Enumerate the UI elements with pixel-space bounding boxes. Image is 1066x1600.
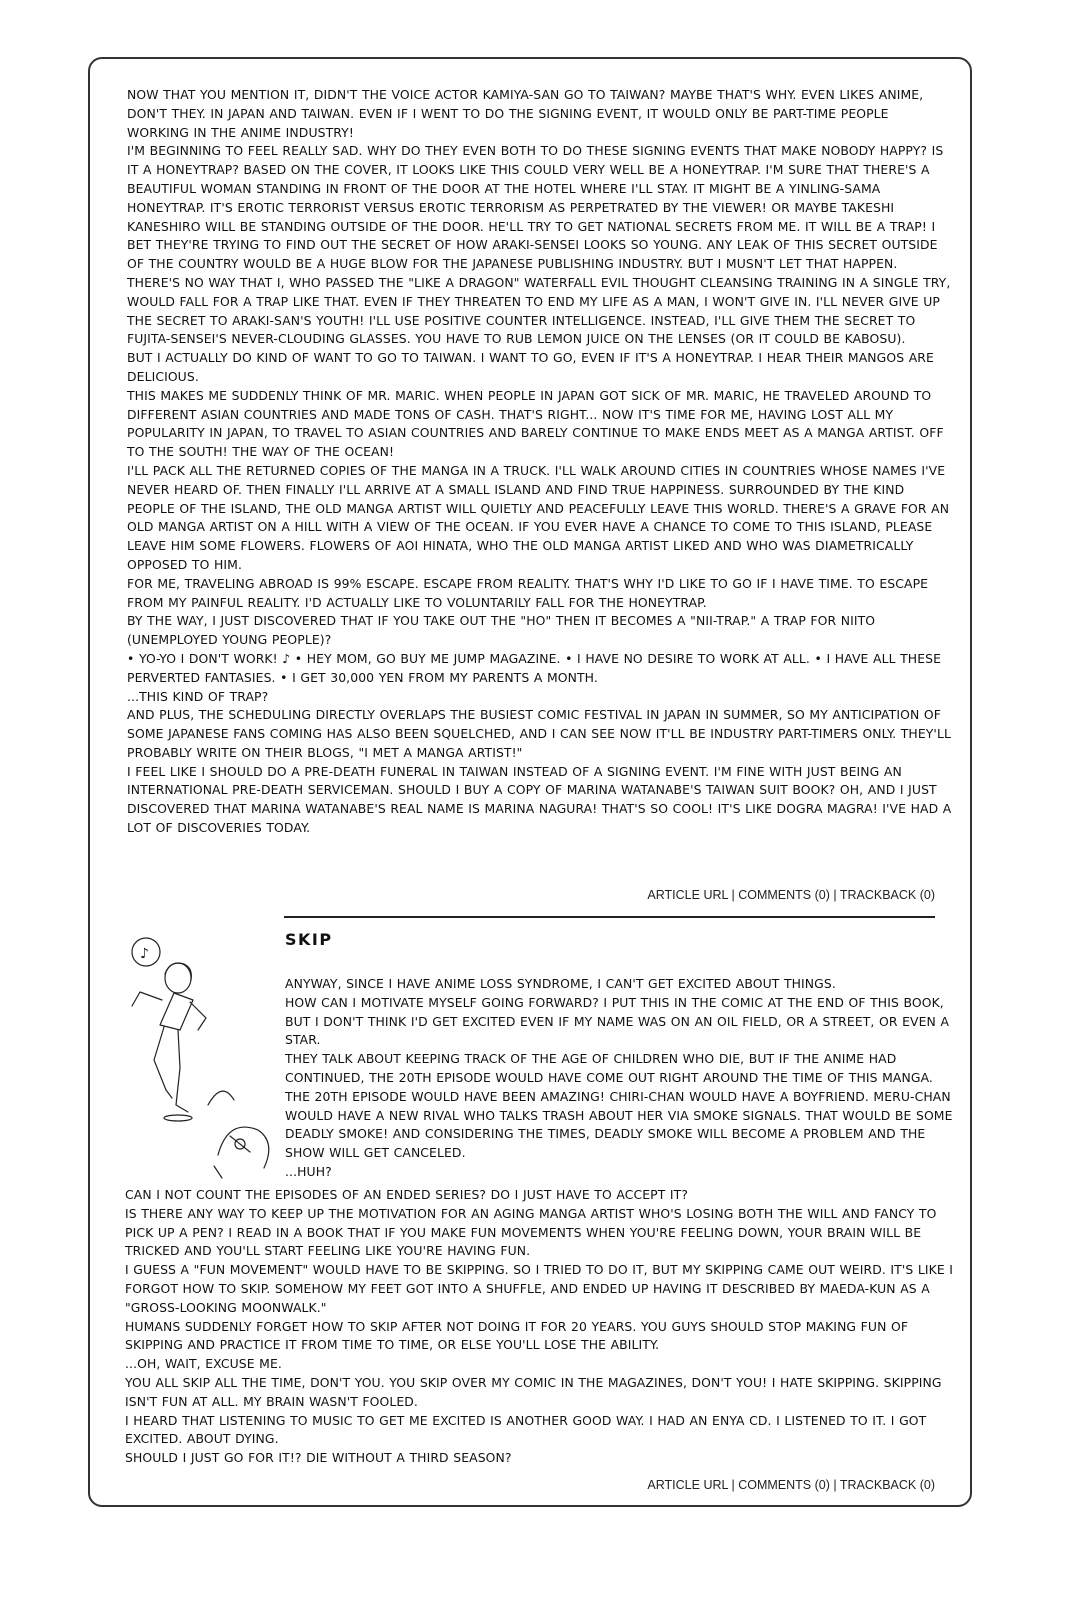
article-url-link[interactable]: ARTICLE URL	[647, 888, 728, 902]
paragraph: I'LL PACK ALL THE RETURNED COPIES OF THE MANGA IN A TRUCK. I'LL WALK AROUND CITIES IN COUNTRIES WHOSE NAMES I'VE NEVER HEARD OF. THEN FINALLY I'LL ARRIVE AT A SMALL ISLAND AND FIND TRUE HAPPINESS. SURROUNDED BY THE KIND PEOPLE OF THE ISLAND, THE OLD MANGA ARTIST WILL QUIETLY AND PEACEFULLY LEAVE THIS WORLD. THERE'S A GRAVE FOR AN OLD MANGA ARTIST ON A HILL WITH A VIEW OF THE OCEAN. IF YOU EVER HAVE A CHANCE TO COME TO THIS ISLAND, PLEASE LEAVE HIM SOME FLOWERS. FLOWERS OF AOI HINATA, WHO THE OLD MANGA ARTIST LIKED AND WHO WAS DIAMETRICALLY OPPOSED TO HIM.	[127, 462, 950, 572]
paragraph: I'M BEGINNING TO FEEL REALLY SAD. WHY DO THEY EVEN BOTH TO DO THESE SIGNING EVENTS THAT MAKE NOBODY HAPPY? IS IT A HONEYTRAP? BASED ON THE COVER, IT LOOKS LIKE THIS COULD VERY WELL BE A HONEYTRAP. I'M SURE THAT THERE'S A BEAUTIFUL WOMAN STANDING IN FRONT OF THE DOOR AT THE HOTEL WHERE I'LL STAY. IT MIGHT BE A YINLING-SAMA HONEYTRAP. IT'S EROTIC TERRORIST VERSUS EROTIC TERRORISM AS PERPETRATED BY THE VIEWER! OR MAYBE TAKESHI KANESHIRO WILL BE STANDING OUTSIDE OF THE DOOR. HE'LL TRY TO GET NATIONAL SECRETS FROM ME. IT WILL BE A TRAP! I BET THEY'RE TRYING TO FIND OUT THE SECRET OF HOW ARAKI-SENSEI LOOKS SO YOUNG. ANY LEAK OF THIS SECRET OUTSIDE OF THE COUNTRY WOULD BE A HUGE BLOW FOR THE JAPANESE PUBLISHING INDUSTRY. BUT I MUSN'T LET THAT HAPPEN.	[127, 143, 944, 272]
paragraph: THEY TALK ABOUT KEEPING TRACK OF THE AGE OF CHILDREN WHO DIE, BUT IF THE ANIME HAD CONTINUED, THE 20TH EPISODE WOULD HAVE COME OUT RIGHT AROUND THE TIME OF THIS MANGA. THE 20TH EPISODE WOULD HAVE BEEN AMAZING! CHIRI-CHAN WOULD HAVE A BOYFRIEND. MERU-CHAN WOULD HAVE A NEW RIVAL WHO TALKS TRASH ABOUT HER VIA SMOKE SIGNALS. THAT WOULD BE SOME DEADLY SMOKE! AND CONSIDERING THE TIMES, DEADLY SMOKE WILL BECOME A PROBLEM AND THE SHOW WILL GET CANCELED.	[285, 1051, 953, 1161]
paragraph: SHOULD I JUST GO FOR IT!? DIE WITHOUT A THIRD SEASON?	[125, 1450, 512, 1466]
paragraph: ANYWAY, SINCE I HAVE ANIME LOSS SYNDROME, I CAN'T GET EXCITED ABOUT THINGS.	[285, 976, 836, 991]
comments-link[interactable]: COMMENTS (0)	[738, 888, 830, 902]
paragraph: FOR ME, TRAVELING ABROAD IS 99% ESCAPE. ESCAPE FROM REALITY. THAT'S WHY I'D LIKE TO GO IF I HAVE TIME. TO ESCAPE FROM MY PAINFUL REALITY. I'D ACTUALLY LIKE TO VOLUNTARILY FALL FOR THE HONEYTRAP.	[127, 575, 929, 610]
comments-link[interactable]: COMMENTS (0)	[738, 1478, 830, 1492]
post-1-footer	[647, 888, 935, 902]
post-title: SKIP	[285, 930, 333, 949]
post-2-body	[125, 1186, 961, 1468]
paragraph: THERE'S NO WAY THAT I, WHO PASSED THE "LIKE A DRAGON" WATERFALL EVIL THOUGHT CLEANSING TRAINING IN A SINGLE TRY, WOULD FALL FOR A TRAP LIKE THAT. EVEN IF THEY THREATEN TO END MY LIFE AS A MAN, I WON'T GIVE IN. I'LL NEVER GIVE UP THE SECRET TO ARAKI-SAN'S YOUTH! I'LL USE POSITIVE COUNTER INTELLIGENCE. INSTEAD, I'LL GIVE THEM THE SECRET TO FUJITA-SENSEI'S NEVER-CLOUDING GLASSES. YOU HAVE TO RUB LEMON JUICE ON THE LENSES (OR IT COULD BE KABOSU).	[127, 274, 951, 347]
paragraph: NOW THAT YOU MENTION IT, DIDN'T THE VOICE ACTOR KAMIYA-SAN GO TO TAIWAN? MAYBE THAT'S WHY. EVEN LIKES ANIME, DON'T THEY. IN JAPAN AND TAIWAN. EVEN IF I WENT TO DO THE SIGNING EVENT, IT WOULD ONLY BE PART-TIME PEOPLE WORKING IN THE ANIME INDUSTRY!	[127, 87, 924, 140]
separator: |	[829, 888, 840, 902]
post-2-intro	[285, 975, 957, 1182]
paragraph: CAN I NOT COUNT THE EPISODES OF AN ENDED SERIES? DO I JUST HAVE TO ACCEPT IT?	[125, 1187, 689, 1202]
paragraph: I HEARD THAT LISTENING TO MUSIC TO GET ME EXCITED IS ANOTHER GOOD WAY. I HAD AN ENYA CD. I LISTENED TO IT. I GOT EXCITED. ABOUT DYING.	[125, 1412, 927, 1447]
paragraph: AND PLUS, THE SCHEDULING DIRECTLY OVERLAPS THE BUSIEST COMIC FESTIVAL IN JAPAN IN SUMMER, SO MY ANTICIPATION OF SOME JAPANESE FANS COMING HAS ALSO BEEN SQUELCHED, AND I CAN SEE NOW IT'LL BE INDUSTRY PART-TIMERS ONLY. THEY'LL PROBABLY WRITE ON THEIR BLOGS, "I MET A MANGA ARTIST!"	[127, 707, 951, 760]
paragraph: IS THERE ANY WAY TO KEEP UP THE MOTIVATION FOR AN AGING MANGA ARTIST WHO'S LOSING BOTH THE WILL AND FANCY TO PICK UP A PEN? I READ IN A BOOK THAT IF YOU MAKE FUN MOVEMENTS WHEN YOU'RE FEELING DOWN, YOUR BRAIN WILL BE TRICKED AND YOU'LL START FEELING LIKE YOU'RE HAVING FUN.	[125, 1205, 937, 1259]
trackback-link[interactable]: TRACKBACK (0)	[839, 888, 935, 902]
article-url-link[interactable]: ARTICLE URL	[647, 1478, 728, 1492]
separator: |	[728, 888, 739, 902]
paragraph: ...OH, WAIT, EXCUSE ME.	[125, 1356, 282, 1372]
separator: |	[829, 1478, 840, 1492]
paragraph: • YO-YO I DON'T WORK! ♪ • HEY MOM, GO BUY ME JUMP MAGAZINE. • I HAVE NO DESIRE TO WORK AT ALL. • I HAVE ALL THESE PERVERTED FANTASIES. • I GET 30,000 YEN FROM MY PARENTS A MONTH.	[127, 650, 942, 685]
paragraph: ...THIS KIND OF TRAP?	[127, 688, 269, 704]
paragraph: ...HUH?	[285, 1163, 332, 1179]
post-1-body	[127, 86, 953, 838]
paragraph: HOW CAN I MOTIVATE MYSELF GOING FORWARD? I PUT THIS IN THE COMIC AT THE END OF THIS BOOK, BUT I DON'T THINK I'D GET EXCITED EVEN IF MY NAME WAS ON AN OIL FIELD, OR A STREET, OR EVEN A STAR.	[285, 994, 950, 1048]
trackback-link[interactable]: TRACKBACK (0)	[839, 1478, 935, 1492]
separator: |	[728, 1478, 739, 1492]
music-note-icon: ♪	[140, 946, 149, 962]
section-divider	[284, 916, 935, 918]
paragraph: THIS MAKES ME SUDDENLY THINK OF MR. MARIC. WHEN PEOPLE IN JAPAN GOT SICK OF MR. MARIC, HE TRAVELED AROUND TO DIFFERENT ASIAN COUNTRIES AND MADE TONS OF CASH. THAT'S RIGHT... NOW IT'S TIME FOR ME, HAVING LOST ALL MY POPULARITY IN JAPAN, TO TRAVEL TO ASIAN COUNTRIES AND BARELY CONTINUE TO MAKE ENDS MEET AS A MANGA ARTIST. OFF TO THE SOUTH! THE WAY OF THE OCEAN!	[127, 387, 944, 460]
paragraph: I GUESS A "FUN MOVEMENT" WOULD HAVE TO BE SKIPPING. SO I TRIED TO DO IT, BUT MY SKIPPING CAME OUT WEIRD. IT'S LIKE I FORGOT HOW TO SKIP. SOMEHOW MY FEET GOT INTO A SHUFFLE, AND ENDED UP HAVING IT DESCRIBED BY MAEDA-KUN AS A "GROSS-LOOKING MOONWALK."	[125, 1262, 954, 1315]
paragraph: HUMANS SUDDENLY FORGET HOW TO SKIP AFTER NOT DOING IT FOR 20 YEARS. YOU GUYS SHOULD STOP MAKING FUN OF SKIPPING AND PRACTICE IT FROM TIME TO TIME, OR ELSE YOU'LL LOSE THE ABILITY.	[125, 1318, 909, 1353]
skipping-character-doodle	[118, 930, 278, 1180]
paragraph: BY THE WAY, I JUST DISCOVERED THAT IF YOU TAKE OUT THE "HO" THEN IT BECOMES A "NII-TRAP." A TRAP FOR NIITO (UNEMPLOYED YOUNG PEOPLE)?	[127, 613, 876, 648]
paragraph: YOU ALL SKIP ALL THE TIME, DON'T YOU. YOU SKIP OVER MY COMIC IN THE MAGAZINES, DON'T YOU! I HATE SKIPPING. SKIPPING ISN'T FUN AT ALL. MY BRAIN WASN'T FOOLED.	[125, 1374, 942, 1409]
post-2-footer	[647, 1478, 935, 1492]
paragraph: I FEEL LIKE I SHOULD DO A PRE-DEATH FUNERAL IN TAIWAN INSTEAD OF A SIGNING EVENT. I'M FINE WITH JUST BEING AN INTERNATIONAL PRE-DEATH SERVICEMAN. SHOULD I BUY A COPY OF MARINA WATANABE'S TAIWAN SUIT BOOK? OH, AND I JUST DISCOVERED THAT MARINA WATANABE'S REAL NAME IS MARINA NAGURA! THAT'S SO COOL! IT'S LIKE DOGRA MAGRA! I'VE HAD A LOT OF DISCOVERIES TODAY.	[127, 763, 952, 836]
paragraph: BUT I ACTUALLY DO KIND OF WANT TO GO TO TAIWAN. I WANT TO GO, EVEN IF IT'S A HONEYTRAP. I HEAR THEIR MANGOS ARE DELICIOUS.	[127, 350, 934, 384]
